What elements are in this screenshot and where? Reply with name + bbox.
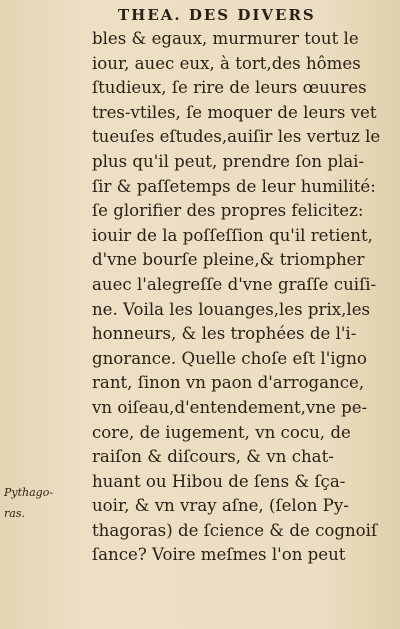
text-line: ne. Voila les louanges,les prix,les xyxy=(92,299,371,319)
text-line: bles & egaux, murmurer tout le xyxy=(92,29,359,48)
margin-note xyxy=(4,482,53,524)
text-line: core, de iugement, vn cocu, de xyxy=(92,422,351,442)
text-line: huant ou Hibou de ſens & ſça- xyxy=(92,471,346,491)
text-line: ſance? Voire meſmes l'on peut xyxy=(92,545,346,565)
text-line: iour, auec eux, à tort,des hômes xyxy=(92,53,361,73)
text-line: auec l'alegreſſe d'vne graſſe cuiſi- xyxy=(92,274,377,294)
text-line: raiſon & diſcours, & vn chat- xyxy=(92,447,334,467)
running-head: THEA. DES DIVERS xyxy=(118,6,316,24)
margin-note-line: ras. xyxy=(4,507,25,520)
text-line: plus qu'il peut, prendre ſon plai- xyxy=(92,151,365,171)
text-line: rant, ſinon vn paon d'arrogance, xyxy=(92,373,365,393)
text-line: honneurs, & les trophées de l'i- xyxy=(92,324,357,344)
text-line: ſir & paſſetemps de leur humilité: xyxy=(92,176,376,196)
text-line: gnorance. Quelle choſe eſt l'igno xyxy=(92,348,367,368)
text-line: ſe glorifier des propres felicitez: xyxy=(92,201,364,221)
text-line: vn oiſeau,d'entendement,vne pe- xyxy=(92,397,368,417)
text-line: tueuſes eſtudes,auiſir les vertuz le xyxy=(92,127,381,147)
margin-note-line: Pythago- xyxy=(4,486,54,499)
text-line: iouir de la poſſeſſion qu'il retient, xyxy=(92,225,373,245)
body-text xyxy=(92,27,397,568)
text-line: d'vne bourſe pleine,& triompher xyxy=(92,250,365,270)
text-line: uoir, & vn vray aſne, (ſelon Py- xyxy=(92,496,349,516)
text-line: thagoras) de ſcience & de cognoiſ xyxy=(92,520,378,540)
text-line: tres-vtiles, ſe moquer de leurs vet xyxy=(92,102,377,122)
text-line: ſtudieux, ſe rire de leurs œuures xyxy=(92,78,367,98)
